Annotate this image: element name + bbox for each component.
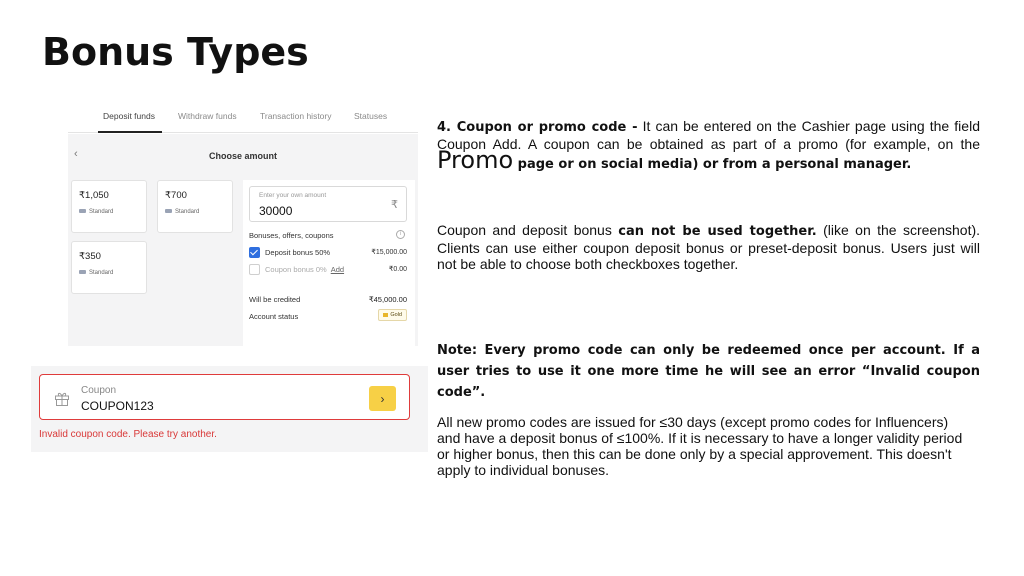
coupon-submit-button[interactable] [369,386,396,411]
slide-title: Bonus Types [42,30,309,74]
tier-icon [79,209,86,213]
coupon-description [437,118,980,173]
together-bold: can not be used together. [618,224,817,239]
tier-label: Standard [175,209,200,215]
tier-icon [165,209,172,213]
account-status-row [249,312,407,321]
amount-input-value: 30000 [259,204,293,218]
coupon-label: Coupon [81,385,117,396]
promo-note: Note: Every promo code can only be redeemed once per account. If a user tries to use it one more time he will see an error “Invalid coupon code”. [437,343,980,400]
amount-card[interactable] [71,241,147,294]
credited-row [249,295,407,304]
coupon-tail: page or on social media) or from a personal manager. [513,157,912,172]
amount-card-tier [79,209,113,215]
amount-card-value: ₹700 [165,190,187,201]
amount-card[interactable] [157,180,233,233]
tier-icon [79,270,86,274]
info-icon[interactable]: i [396,230,405,239]
amount-card-value: ₹350 [79,251,101,262]
deposit-bonus-checkbox[interactable] [249,247,260,258]
coupon-bonus-label [265,265,344,274]
tier-label: Standard [89,209,114,215]
credited-label: Will be credited [249,295,301,304]
deposit-bonus-amount: ₹15,000.00 [371,249,407,256]
gold-status-badge: Gold [378,309,407,321]
coupon-bonus-checkbox[interactable] [249,264,260,275]
promo-word: Promo [437,146,514,174]
active-tab-indicator [98,131,162,133]
deposit-bonus-label: Deposit bonus 50% [265,248,331,257]
amount-card-tier [165,209,199,215]
amount-card-tier [79,270,113,276]
bonus-combination-text [437,222,980,272]
chevron-right-icon: › [380,391,385,406]
coupon-input[interactable] [39,374,410,420]
coupon-bonus-row[interactable] [249,264,407,276]
tab-transaction-history[interactable]: Transaction history [260,111,332,121]
amount-input-placeholder: Enter your own amount [259,192,327,199]
tier-label: Standard [89,270,114,276]
credited-value: ₹45,000.00 [368,295,407,304]
gift-icon [54,391,70,406]
amount-card[interactable] [71,180,147,233]
coupon-bonus-amount: ₹0.00 [388,266,407,273]
choose-amount-title: Choose amount [208,151,277,161]
tab-withdraw-funds[interactable]: Withdraw funds [178,111,237,121]
cashier-tabs [68,100,418,133]
account-status-label: Account status [249,312,299,321]
amount-card-value: ₹1,050 [79,190,109,201]
chevron-left-icon[interactable]: ‹ [74,148,78,160]
bonuses-heading: Bonuses, offers, coupons [249,231,334,240]
coupon-bonus-text: Coupon bonus 0% [265,265,327,274]
coupon-screenshot [31,366,428,452]
together-start: Coupon and deposit bonus [437,222,619,238]
together-rest: (like on the screenshot). Clients can use either coupon deposit bonus or preset-deposit bonus. Users just will not be able to choose both checkboxes together. [437,222,981,272]
coupon-heading: 4. Coupon or promo code - [437,120,638,135]
coupon-body: It can be entered on the Cashier page using the field Coupon Add. A coupon can be obtained as part of a promo (for example, on the [437,118,980,152]
coupon-add-link[interactable]: Add [330,265,345,274]
amount-input[interactable] [249,186,407,222]
tab-statuses[interactable]: Statuses [354,111,388,121]
cashier-body [68,134,418,346]
coupon-error-message: Invalid coupon code. Please try another. [39,429,217,440]
coupon-value: COUPON123 [81,399,154,413]
rupee-icon: ₹ [391,199,398,211]
cashier-screenshot [68,100,418,346]
validity-text: All new promo codes are issued for ≤30 days (except promo codes for Influencers) and have a deposit bonus of ≤100%. If it is necessary to have a longer validity period or higher bonus, then this can be done only by a special approvement. This doesn't apply to individual bonuses. [437,414,963,478]
deposit-bonus-row[interactable] [249,247,407,259]
deposit-form-panel [243,180,415,346]
tab-deposit-funds[interactable]: Deposit funds [103,111,155,121]
